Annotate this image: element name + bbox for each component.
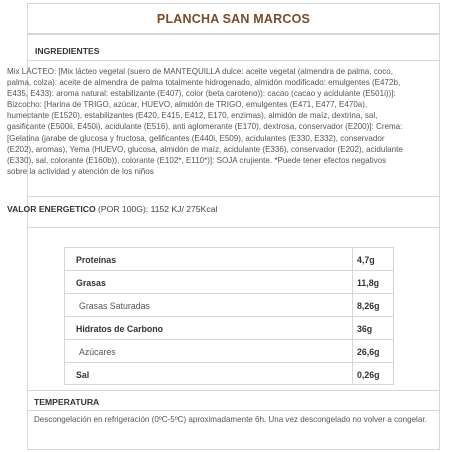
nutrition-table (64, 247, 394, 385)
nutrient-label: Hidratos de Carbono (76, 324, 163, 334)
table-row (65, 294, 393, 317)
table-row (65, 271, 393, 294)
divider (27, 410, 440, 411)
divider (27, 390, 440, 391)
table-row (65, 363, 393, 386)
nutrient-value: 36g (357, 324, 373, 334)
nutrient-value: 11,8g (357, 278, 380, 288)
divider (27, 227, 440, 228)
table-row (65, 340, 393, 363)
temperature-heading: TEMPERATURA (34, 397, 100, 407)
energy-label: VALOR ENERGETICO (7, 204, 96, 214)
nutrient-label: Azúcares (79, 347, 116, 357)
nutrient-label: Grasas (76, 278, 106, 288)
nutrient-value: 0,26g (357, 370, 380, 380)
divider (27, 196, 440, 197)
nutrient-label: Proteínas (76, 255, 117, 265)
ingredients-text: Mix LÁCTEO: [Mix lácteo vegetal (suero de MANTEQUILLA dulce: aceite vegetal (almendra de palma, coco, palma, colza): aceite de almendra de palma totalmente hidrogenado, almidón modificado: emulgentes (E472b, E435, E433): aroma natural: estabilizante (E407), color (beta caroteno)): cacao (cacao y acidulante (E501i))]: Bizcocho: [Harina de TRIGO, azúcar, HUEVO, almidón de TRIGO, emulgentes (E471, E477, E470a), humectante (E1520), estabilizantes (E420, E415, E412, E170, enzimas), almidón de maíz, dextrina, sal, gasificante (E500ii, E450i), acidulante (E516), anti aglomerante (E170), dextrosa, conservador (E200)]: Crema: [Gelatina (jarabe de glucosa y fructosa, gelificantes (E440i, E509), acidulantes (E330, E332), conservador (E202), aromas), Yema (HUEVO, glucosa, almidón de maíz, acidulante (E336), conservador (E202), acidulante (E330), sal, colorante (E160b)), colorante (E102*, E110*)]: SOJA crujiente. *Puede tener efectos negativos sobre la actividad y atención de los niños (7, 67, 403, 176)
nutrient-value: 26,6g (357, 347, 380, 357)
nutrient-value: 4,7g (357, 255, 375, 265)
nutrient-value: 8,26g (357, 301, 380, 311)
nutrient-label: Grasas Saturadas (79, 301, 150, 311)
temperature-text: Descongelación en refrigeración (0ºC-5ºC) aproximadamente 6h. Una vez descongelado no volver a congelar. (34, 415, 427, 424)
product-title: PLANCHA SAN MARCOS (27, 3, 440, 34)
table-row (65, 317, 393, 340)
energy-detail: (POR 100G): 1152 KJ/ 275Kcal (98, 204, 218, 214)
divider (28, 60, 439, 61)
ingredients-heading: INGREDIENTES (35, 46, 100, 56)
nutrient-label: Sal (76, 370, 90, 380)
table-row (65, 248, 393, 271)
energy-value (7, 204, 407, 214)
